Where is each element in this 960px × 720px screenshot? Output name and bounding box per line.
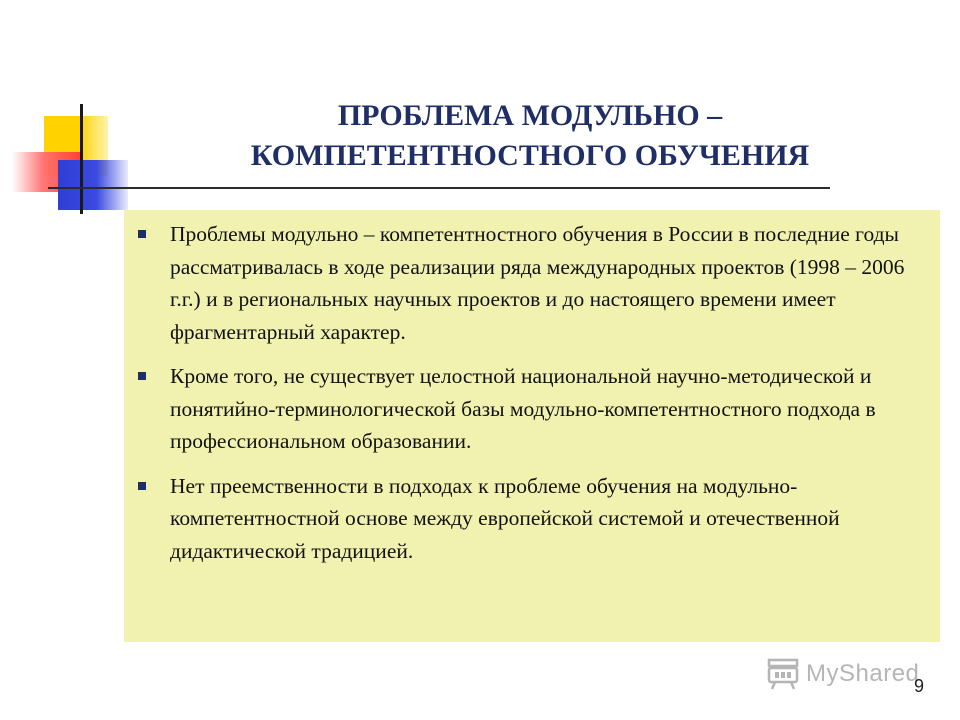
bullet-text: Нет преемственности в подходах к проблеме обучения на модульно-компетентностной основе между европейской системой и отечественной дидактической традицией. (170, 473, 840, 563)
slide-title (200, 96, 860, 176)
title-underline (48, 187, 830, 189)
bullet-item (138, 360, 918, 458)
page-number: 9 (914, 676, 925, 696)
myshared-watermark (766, 656, 919, 692)
slide-title-line-1: ПРОБЛЕМА МОДУЛЬНО – (337, 99, 723, 132)
watermark-text: MyShared (806, 660, 920, 687)
bullet-list (138, 218, 918, 579)
bullet-item (138, 218, 918, 348)
square-bullet-icon (138, 372, 146, 380)
deco-blue-square (58, 160, 128, 210)
bullet-item (138, 470, 918, 568)
slide-title-line-2: КОМПЕТЕНТНОСТНОГО ОБУЧЕНИЯ (250, 139, 810, 172)
myshared-logo-icon (766, 658, 800, 690)
bullet-text: Проблемы модульно – компетентностного обучения в России в последние годы рассматривалась в ходе реализации ряда международных проектов (1998 – 2006 г.г.) и в региональных научных проектов и до настоящего времени имеет фрагментарный характер. (170, 222, 905, 344)
content-box (124, 210, 940, 642)
deco-vertical-line (80, 104, 83, 214)
square-bullet-icon (138, 230, 146, 238)
square-bullet-icon (138, 482, 146, 490)
bullet-text: Кроме того, не существует целостной национальной научно-методической и понятийно-терминологической базы модульно-компетентностного подхода в профессиональном образовании. (170, 364, 876, 453)
